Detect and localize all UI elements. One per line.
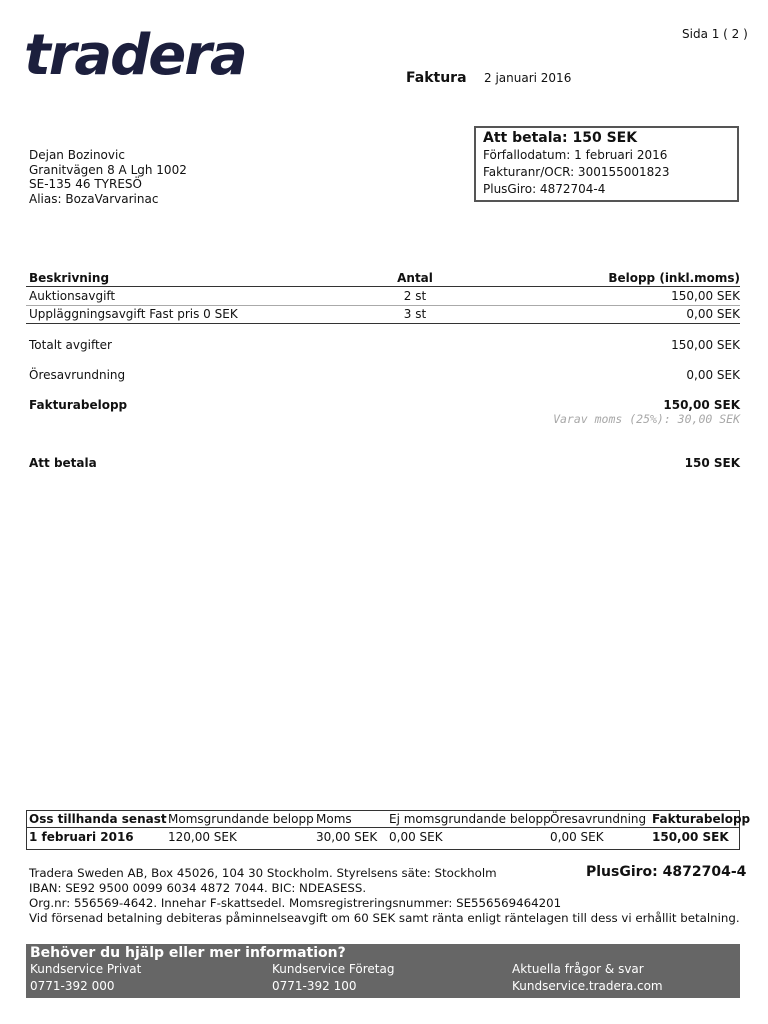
table-header-divider — [26, 286, 740, 287]
tradera-logo: tradera — [24, 23, 246, 88]
row-description: Uppläggningsavgift Fast pris 0 SEK — [29, 307, 238, 321]
summary-value-vat: 30,00 SEK — [316, 830, 378, 844]
private-support-phone: 0771-392 000 — [30, 979, 115, 993]
col-header-amount: Belopp (inkl.moms) — [608, 271, 740, 285]
document-title: Faktura — [406, 70, 467, 86]
row-description: Auktionsavgift — [29, 289, 116, 303]
col-header-description: Beskrivning — [29, 271, 110, 285]
summary-header-due: Oss tillhanda senast — [29, 812, 167, 826]
footer-plusgiro: PlusGiro: 4872704-4 — [586, 864, 747, 880]
business-support-label: Kundservice Företag — [272, 962, 395, 976]
due-date: Förfallodatum: 1 februari 2016 — [483, 148, 668, 162]
rounding-label: Öresavrundning — [29, 368, 126, 382]
vat-note: Varav moms (25%): 30,00 SEK — [553, 412, 740, 426]
help-banner — [26, 944, 740, 998]
document-date: 2 januari 2016 — [484, 71, 572, 85]
summary-header-vat: Moms — [316, 812, 352, 826]
row-divider — [26, 305, 740, 306]
amount-to-pay-label: Att betala — [29, 456, 97, 470]
private-support-label: Kundservice Privat — [30, 962, 142, 976]
faq-label: Aktuella frågor & svar — [512, 962, 644, 976]
table-bottom-divider — [26, 323, 740, 324]
invoice-amount-label: Fakturabelopp — [29, 398, 128, 412]
help-title: Behöver du hjälp eller mer information? — [30, 945, 346, 961]
recipient-alias: Alias: BozaVarvarinac — [29, 191, 159, 206]
summary-value-invoice-amount: 150,00 SEK — [652, 830, 729, 844]
invoice-amount-value: 150,00 SEK — [663, 398, 740, 412]
summary-value-non-vat: 0,00 SEK — [389, 830, 443, 844]
business-support-phone: 0771-392 100 — [272, 979, 357, 993]
summary-header-rounding: Öresavrundning — [550, 812, 647, 826]
summary-header-invoice-amount: Fakturabelopp — [652, 812, 751, 826]
total-fees-label: Totalt avgifter — [29, 338, 112, 352]
summary-value-due: 1 februari 2016 — [29, 830, 134, 844]
row-amount: 150,00 SEK — [671, 289, 740, 303]
amount-due-title: Att betala: 150 SEK — [483, 130, 638, 146]
late-payment-notice: Vid försenad betalning debiteras påminnelseavgift om 60 SEK samt ränta enligt räntelagen till dess vi erhållit betalning. — [29, 911, 740, 925]
iban-bic: IBAN: SE92 9500 0099 6034 4872 7044. BIC: NDEASESS. — [29, 881, 367, 895]
payment-summary-box — [474, 126, 739, 202]
row-amount: 0,00 SEK — [686, 307, 740, 321]
company-address: Tradera Sweden AB, Box 45026, 104 30 Stockholm. Styrelsens säte: Stockholm — [29, 866, 497, 880]
org-number: Org.nr: 556569-4642. Innehar F-skattsedel. Momsregistreringsnummer: SE556569464201 — [29, 896, 562, 910]
invoice-ocr: Fakturanr/OCR: 300155001823 — [483, 165, 670, 179]
summary-header-vat-base: Momsgrundande belopp — [168, 812, 314, 826]
row-qty: 3 st — [403, 307, 427, 321]
page-indicator: Sida 1 ( 2 ) — [682, 27, 748, 41]
summary-divider — [26, 827, 740, 828]
amount-to-pay-value: 150 SEK — [684, 456, 740, 470]
recipient-address — [29, 148, 187, 206]
plusgiro-number: PlusGiro: 4872704-4 — [483, 182, 606, 196]
recipient-name: Dejan Bozinovic — [29, 148, 125, 162]
total-fees-value: 150,00 SEK — [671, 338, 740, 352]
summary-value-rounding: 0,00 SEK — [550, 830, 604, 844]
recipient-street: Granitvägen 8 A Lgh 1002 — [29, 162, 187, 177]
row-qty: 2 st — [403, 289, 427, 303]
summary-header-non-vat: Ej momsgrundande belopp — [389, 812, 551, 826]
summary-value-vat-base: 120,00 SEK — [168, 830, 237, 844]
col-header-qty: Antal — [397, 271, 433, 285]
recipient-city: SE-135 46 TYRESÖ — [29, 177, 142, 191]
rounding-value: 0,00 SEK — [686, 368, 740, 382]
support-website-link[interactable]: Kundservice.tradera.com — [512, 979, 663, 993]
